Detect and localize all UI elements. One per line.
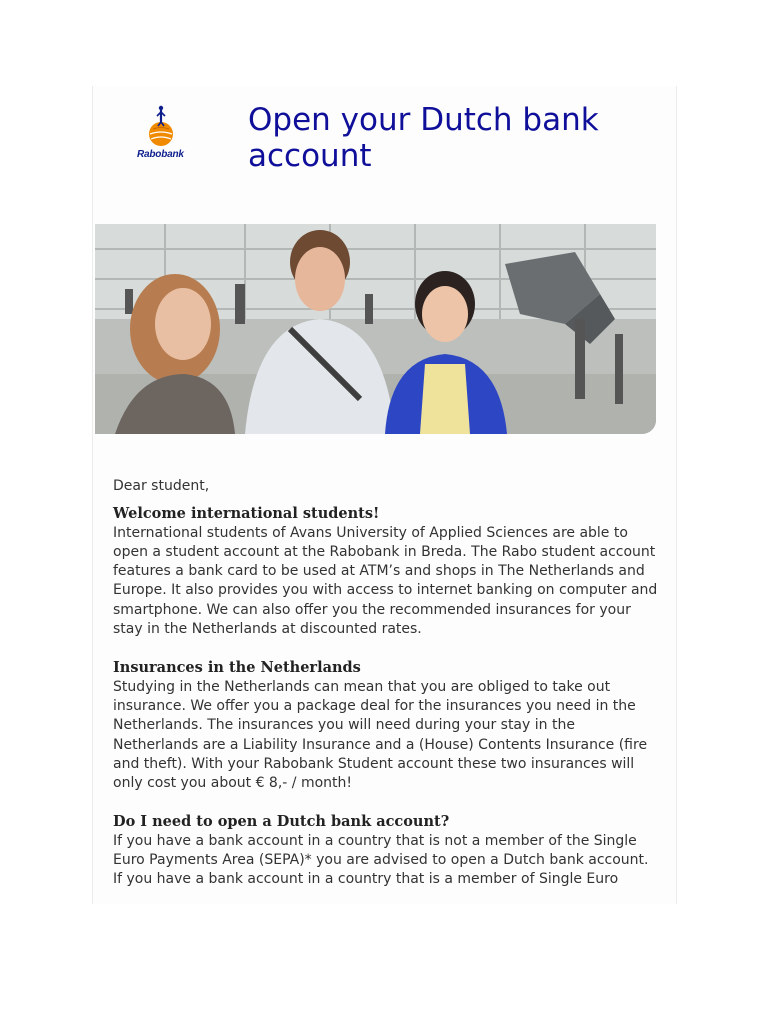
letter-body	[113, 477, 658, 904]
section-body: Studying in the Netherlands can mean that you are obliged to take out insurance. We offer you a package deal for the insurances you need in the Netherlands. The insurances you will need during your stay in the Netherlands are a Liability Insurance and a (House) Contents Insurance (fire and theft). With your Rabobank Student account these two insurances will only cost you about € 8,- / month!	[113, 678, 648, 792]
section-heading: Do I need to open a Dutch bank account?	[113, 813, 450, 831]
section-heading: Welcome international students!	[113, 505, 380, 523]
section-body: International students of Avans University of Applied Sciences are able to open a student account at the Rabobank in Breda. The Rabo student account features a bank card to be used at ATM’s and shops in The Netherlands and Europe. It also provides you with access to internet banking on computer and smartphone. We can also offer you the recommended insurances for your stay in the Netherlands at discounted rates.	[113, 524, 658, 638]
section-welcome	[113, 504, 658, 639]
section-dutch-account	[113, 812, 658, 889]
greeting: Dear student,	[113, 478, 210, 494]
hero-image	[95, 224, 656, 434]
section-heading: Insurances in the Netherlands	[113, 659, 361, 677]
section-insurances	[113, 658, 658, 793]
page-title: Open your Dutch bank account	[248, 102, 599, 174]
rabobank-wordmark: Rabobank	[137, 149, 184, 160]
students-photo	[95, 224, 656, 434]
email-card	[92, 86, 677, 904]
section-body: If you have a bank account in a country that is not a member of the Single Euro Payments Area (SEPA)* you are advised to open a Dutch bank account. If you have a bank account in a country that is a member of Single Euro	[113, 832, 649, 888]
